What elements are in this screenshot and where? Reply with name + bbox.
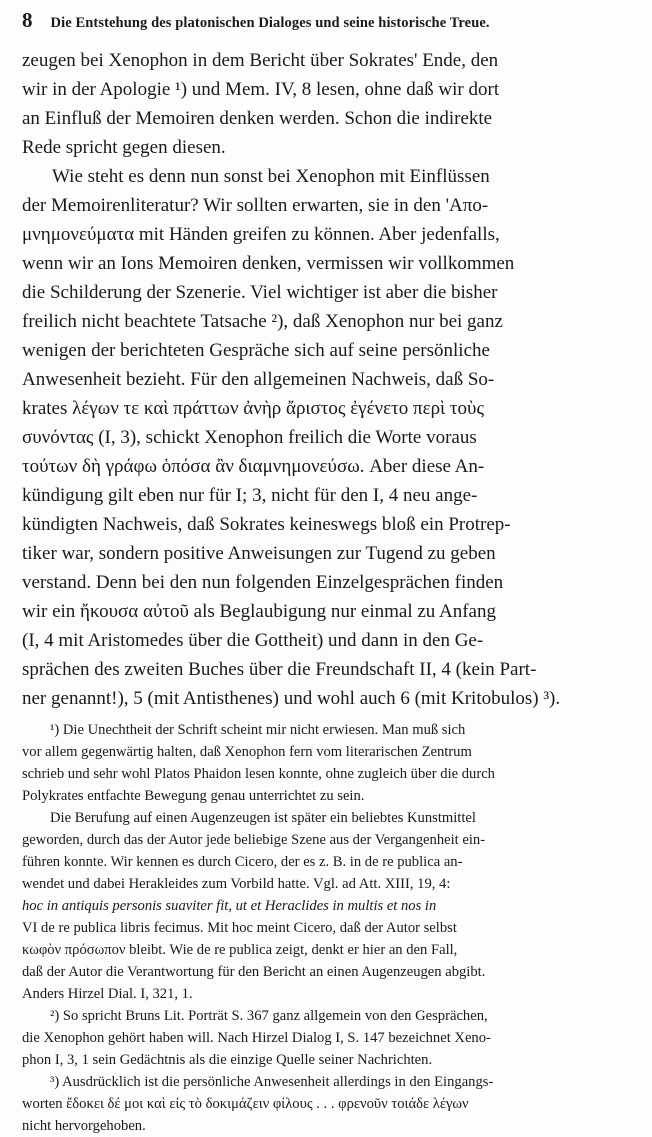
footnote-line: phon I, 3, 1 sein Gedächtnis als die einzige Quelle seiner Nachrichten.: [22, 1052, 433, 1068]
footnote-line: VI de re publica libris fecimus. Mit hoc meint Cicero, daß der Autor selbst: [22, 920, 457, 936]
footnote-line: Anders Hirzel Dial. I, 321, 1.: [22, 986, 193, 1002]
body-line: Anwesenheit bezieht. Für den allgemeinen Nachweis, daß So-: [22, 369, 495, 390]
body-line: wir in der Apologie ¹) und Mem. IV, 8 lesen, ohne daß wir dort: [22, 79, 500, 100]
footnote-line: Polykrates entfachte Bewegung genau unterrichtet zu sein.: [22, 788, 365, 804]
page-number: 8: [22, 8, 33, 32]
body-line: zeugen bei Xenophon in dem Bericht über Sokrates' Ende, den: [22, 50, 499, 71]
body-line: kündigten Nachweis, daß Sokrates keineswegs bloß ein Protrep-: [22, 514, 511, 535]
body-line: συνόντας (I, 3), schickt Xenophon freilich die Worte voraus: [22, 427, 477, 448]
footnote-line: geworden, durch das der Autor jede beliebige Szene aus der Vergangenheit ein-: [22, 832, 486, 848]
body-line: μνημονεύματα mit Händen greifen zu können. Aber jedenfalls,: [22, 224, 500, 245]
body-line: Wie steht es denn nun sonst bei Xenophon mit Einflüssen: [52, 166, 490, 187]
body-line: der Memoirenliteratur? Wir sollten erwarten, sie in den 'Απο-: [22, 195, 489, 216]
footnote-line: ²) So spricht Bruns Lit. Porträt S. 367 ganz allgemein von den Gesprächen,: [50, 1008, 488, 1024]
body-line: die Schilderung der Szenerie. Viel wichtiger ist aber die bisher: [22, 282, 498, 303]
footnote-line: nicht hervorgehoben.: [22, 1118, 146, 1134]
footnote-line: ³) Ausdrücklich ist die persönliche Anwesenheit allerdings in den Eingangs-: [50, 1074, 494, 1090]
running-title: Die Entstehung des platonischen Dialoges und seine historische Treue.: [50, 15, 490, 31]
body-line: wenn wir an Ions Memoiren denken, vermissen wir vollkommen: [22, 253, 515, 274]
body-line: ner genannt!), 5 (mit Antisthenes) und wohl auch 6 (mit Kritobulos) ³).: [22, 688, 561, 709]
footnote-line: daß der Autor die Verantwortung für den Bericht an einen Augenzeugen abgibt.: [22, 964, 486, 980]
running-header: [22, 8, 634, 46]
body-line: wenigen der berichteten Gespräche sich auf seine persönliche: [22, 340, 490, 361]
body-text: [22, 46, 634, 713]
footnote-line: worten ἔδοκει δέ μοι καὶ εἰς τὸ δοκιμάζειν φίλους . . . φρενοῦν τοιάδε λέγων: [22, 1096, 469, 1112]
footnote-line: schrieb und sehr wohl Platos Phaidon lesen konnte, ohne zugleich über die durch: [22, 766, 495, 782]
body-line: wir ein ἤκουσα αὐτοῦ als Beglaubigung nur einmal zu Anfang: [22, 601, 496, 622]
body-line: sprächen des zweiten Buches über die Freundschaft II, 4 (kein Part-: [22, 659, 537, 680]
footnote-line: κωφὸν πρόσωπον bleibt. Wie de re publica zeigt, denkt er hier an den Fall,: [22, 942, 458, 958]
footnotes: [22, 719, 634, 1137]
body-line: verstand. Denn bei den nun folgenden Einzelgesprächen finden: [22, 572, 504, 593]
footnote-line: Die Berufung auf einen Augenzeugen ist später ein beliebtes Kunstmittel: [50, 810, 476, 826]
body-line: (I, 4 mit Aristomedes über die Gottheit) und dann in den Ge-: [22, 630, 484, 651]
body-line: Rede spricht gegen diesen.: [22, 137, 226, 158]
footnote-line: vor allem gegenwärtig halten, daß Xenophon fern vom literarischen Zentrum: [22, 744, 472, 760]
body-line: τούτων δὴ γράφω ὁπόσα ἂν διαμνημονεύσω. Aber diese An-: [22, 456, 485, 477]
footnote-line: ¹) Die Unechtheit der Schrift scheint mir nicht erwiesen. Man muß sich: [50, 722, 466, 738]
footnote-line: führen konnte. Wir kennen es durch Cicero, der es z. B. in de re publica an-: [22, 854, 463, 870]
footnote-line: wendet und dabei Herakleides zum Vorbild hatte. Vgl. ad Att. XIII, 19, 4:: [22, 876, 451, 892]
body-line: tiker war, sondern positive Anweisungen zur Tugend zu geben: [22, 543, 496, 564]
body-line: kündigung gilt eben nur für I; 3, nicht für den I, 4 neu ange-: [22, 485, 478, 506]
footnote-line: die Xenophon gehört haben will. Nach Hirzel Dialog I, S. 147 bezeichnet Xeno-: [22, 1030, 491, 1046]
body-line: freilich nicht beachtete Tatsache ²), daß Xenophon nur bei ganz: [22, 311, 503, 332]
footnote-line: hoc in antiquis personis suaviter fit, ut et Heraclides in multis et nos in: [22, 898, 437, 914]
body-line: krates λέγων τε καὶ πράττων ἀνὴρ ἄριστος ἐγένετο περὶ τοὺς: [22, 398, 484, 419]
body-line: an Einfluß der Memoiren denken werden. Schon die indirekte: [22, 108, 493, 129]
